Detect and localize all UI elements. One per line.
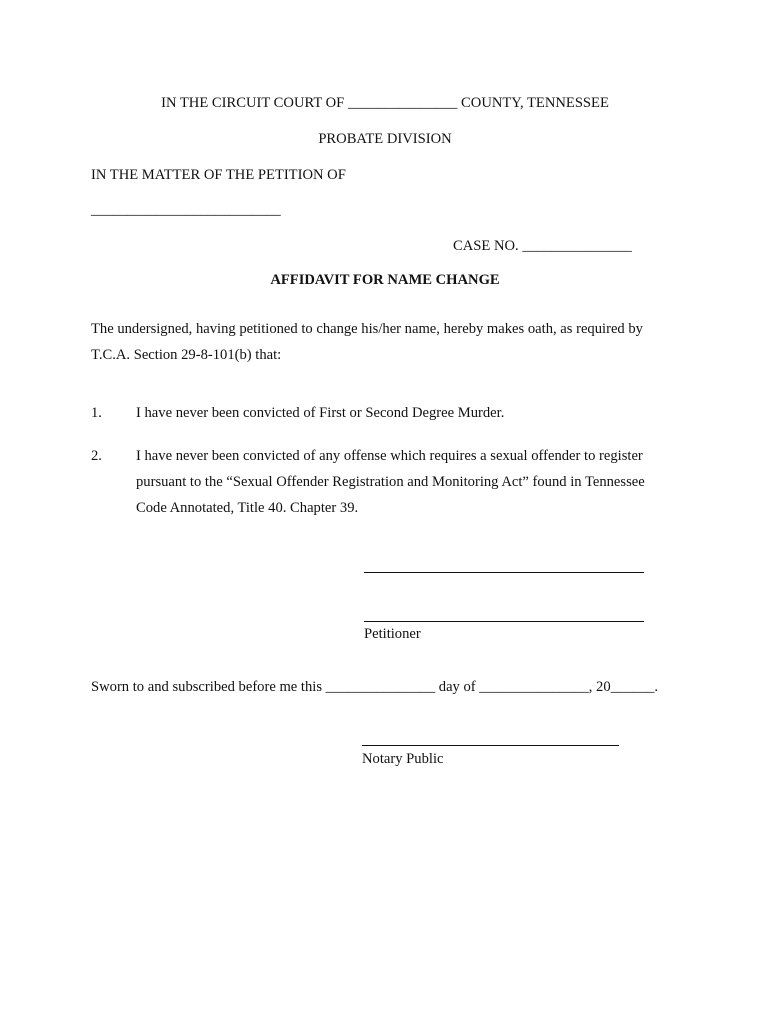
matter-caption: IN THE MATTER OF THE PETITION OF xyxy=(91,167,346,183)
document-title: AFFIDAVIT FOR NAME CHANGE xyxy=(270,272,500,288)
court-heading: IN THE CIRCUIT COURT OF _______________ COUNTY, TENNESSEE xyxy=(161,95,609,111)
petitioner-label: Petitioner xyxy=(364,626,421,642)
item-text-line: I have never been convicted of First or Second Degree Murder. xyxy=(136,405,505,421)
petitioner-signature-line[interactable] xyxy=(364,621,644,622)
petitioner-name-blank[interactable]: __________________________ xyxy=(91,202,281,218)
item-text-line: Code Annotated, Title 40. Chapter 39. xyxy=(136,500,359,516)
jurat-line: Sworn to and subscribed before me this _______________ day of _______________, 20______. xyxy=(91,679,659,695)
notary-label: Notary Public xyxy=(362,751,444,767)
item-text-line: I have never been convicted of any offense which requires a sexual offender to register xyxy=(136,448,643,464)
item-text-line: pursuant to the “Sexual Offender Registration and Monitoring Act” found in Tennessee xyxy=(136,474,645,490)
division-heading: PROBATE DIVISION xyxy=(318,131,452,147)
intro-line: T.C.A. Section 29-8-101(b) that: xyxy=(91,347,282,363)
signature-line[interactable] xyxy=(364,572,644,573)
notary-signature-line[interactable] xyxy=(362,745,619,746)
intro-line: The undersigned, having petitioned to change his/her name, hereby makes oath, as required by xyxy=(91,321,643,337)
item-number: 2. xyxy=(91,448,102,464)
item-number: 1. xyxy=(91,405,102,421)
case-number[interactable]: CASE NO. _______________ xyxy=(453,238,632,254)
